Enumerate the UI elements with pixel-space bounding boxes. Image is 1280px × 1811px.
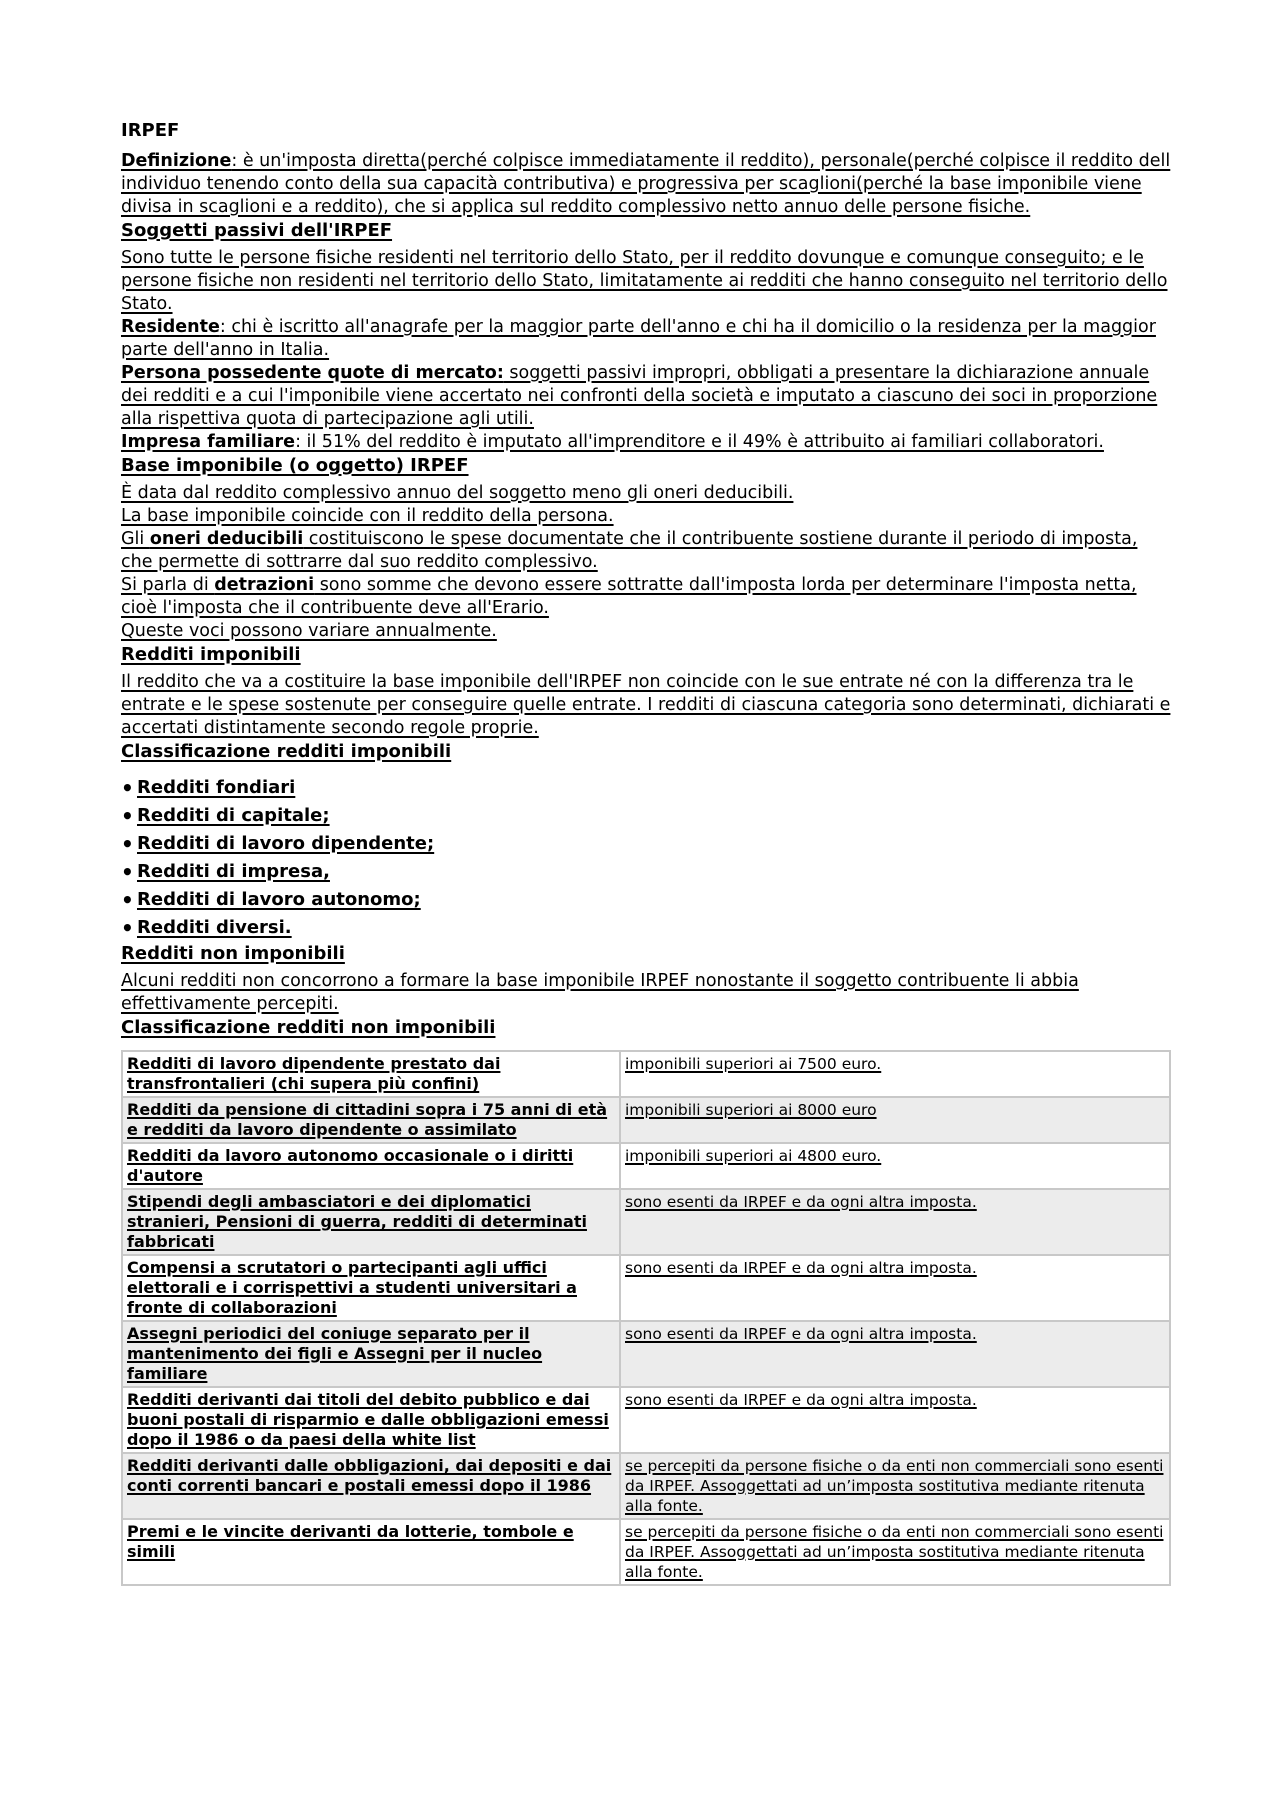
cell-text: imponibili superiori ai 4800 euro. [625,1147,882,1165]
impresa-label: Impresa familiare [121,432,296,452]
table-row [122,1097,1170,1143]
table-cell-right [620,1143,1170,1189]
persona-paragraph [121,362,1171,431]
bullet-icon: • [121,776,134,800]
cell-text: imponibili superiori ai 8000 euro [625,1101,877,1119]
table-cell-right [620,1453,1170,1519]
soggetti-paragraph: Sono tutte le persone fisiche residenti nel territorio dello Stato, per il reddito dovunque e comunque conseguito; e le persone fisiche non residenti nel territorio dello Stato, limitatamente ai redditi che hanno conseguito nel territorio dello Stato. [121,248,1168,314]
cell-text: Assegni periodici del coniuge separato per il mantenimento dei figli e Assegni per il nucleo familiare [127,1324,543,1383]
heading-non-imponibili: Redditi non imponibili [121,943,345,964]
list-item-label: Redditi di lavoro autonomo; [137,889,421,910]
table-cell-left [122,1051,620,1097]
table-cell-right [620,1051,1170,1097]
table-row [122,1519,1170,1585]
table-cell-right [620,1097,1170,1143]
cell-text: Redditi di lavoro dipendente prestato dai transfrontalieri (chi supera più confini) [127,1054,501,1093]
table-row [122,1255,1170,1321]
list-item [121,830,1171,858]
table-row [122,1321,1170,1387]
oneri-text: costituiscono le spese documentate che il contribuente sostiene durante il periodo di imposta, che permette di sottrarre dal suo reddito complessivo. [121,529,1138,572]
residente-paragraph [121,316,1171,362]
cell-text: Premi e le vincite derivanti da lotterie, tombole e simili [127,1522,574,1561]
list-item-label: Redditi fondiari [137,777,296,798]
list-item [121,858,1171,886]
impresa-paragraph [121,431,1171,454]
cell-text: Redditi derivanti dai titoli del debito pubblico e dai buoni postali di risparmio e dalle obbligazioni emessi dopo il 1986 o da paesi della white list [127,1390,609,1449]
imponibili-paragraph: Il reddito che va a costituire la base imponibile dell'IRPEF non coincide con le sue entrate né con la differenza tra le entrate e le spese sostenute per conseguire quelle entrate. I redditi di ciascuna categoria sono determinati, dichiarati e accertati distintamente secondo regole proprie. [121,672,1171,738]
table-cell-left [122,1321,620,1387]
table-row [122,1387,1170,1453]
cell-text: imponibili superiori ai 7500 euro. [625,1055,882,1073]
definition-paragraph [121,150,1171,219]
residente-text: : chi è iscritto all'anagrafe per la maggior parte dell'anno e chi ha il domicilio o la residenza per la maggior parte dell'anno in Italia. [121,317,1156,360]
table-cell-left [122,1255,620,1321]
table-cell-right [620,1189,1170,1255]
cell-text: Redditi da lavoro autonomo occasionale o i diritti d'autore [127,1146,574,1185]
list-item-label: Redditi di capitale; [137,805,330,826]
definition-label: Definizione [121,151,232,171]
redditi-non-imponibili-table [121,1050,1171,1586]
detrazioni-paragraph [121,574,1171,620]
impresa-text: : il 51% del reddito è imputato all'imprenditore e il 49% è attribuito ai familiari collaboratori. [295,432,1104,452]
cell-text: se percepiti da persone fisiche o da enti non commerciali sono esenti da IRPEF. Assoggettati ad un’imposta sostitutiva mediante ritenuta alla fonte. [625,1523,1164,1581]
oneri-label: oneri deducibili [149,529,304,549]
cell-text: Redditi da pensione di cittadini sopra i 75 anni di età e redditi da lavoro dipendente o assimilato [127,1100,608,1139]
list-item [121,886,1171,914]
list-item [121,914,1171,942]
heading-tabella: Classificazione redditi non imponibili [121,1017,496,1038]
table-row [122,1453,1170,1519]
heading-base: Base imponibile (o oggetto) IRPEF [121,455,469,476]
table-row [122,1189,1170,1255]
persona-label: Persona possedente quote di mercato: [121,363,504,383]
bullet-icon: • [121,804,134,828]
detrazioni-text: sono somme che devono essere sottratte dall'imposta lorda per determinare l'imposta netta, cioè l'imposta che il contribuente deve all'Erario. [121,575,1137,618]
cell-text: sono esenti da IRPEF e da ogni altra imposta. [625,1391,977,1409]
base-line-1: È data dal reddito complessivo annuo del soggetto meno gli oneri deducibili. [121,483,794,503]
base-line-2: La base imponibile coincide con il reddito della persona. [121,506,614,526]
heading-imponibili: Redditi imponibili [121,644,301,665]
table-cell-right [620,1387,1170,1453]
table-cell-left [122,1519,620,1585]
bullet-icon: • [121,832,134,856]
cell-text: sono esenti da IRPEF e da ogni altra imposta. [625,1259,977,1277]
definition-text: : è un'imposta diretta(perché colpisce immediatamente il reddito), personale(perché colpisce il reddito dell individuo tenendo conto della sua capacità contributiva) e progressiva per scaglioni(perché la base imponibile viene divisa in scaglioni e a reddito), che si applica sul reddito complessivo netto annuo delle persone fisiche. [121,151,1171,217]
document-title: IRPEF [121,120,180,141]
oneri-pre: Gli [121,529,150,549]
bullet-icon: • [121,916,134,940]
table-cell-right [620,1321,1170,1387]
cell-text: sono esenti da IRPEF e da ogni altra imposta. [625,1193,977,1211]
non-imponibili-paragraph: Alcuni redditi non concorrono a formare la base imponibile IRPEF nonostante il soggetto contribuente li abbia effettivamente percepiti. [121,971,1079,1014]
oneri-paragraph [121,528,1171,574]
cell-text: Compensi a scrutatori o partecipanti agli uffici elettorali e i corrispettivi a studenti universitari a fronte di collaborazioni [127,1258,577,1317]
table-cell-right [620,1255,1170,1321]
table-cell-right [620,1519,1170,1585]
residente-label: Residente [121,317,220,337]
list-item-label: Redditi di lavoro dipendente; [137,833,435,854]
list-item [121,774,1171,802]
table-cell-left [122,1189,620,1255]
table-cell-left [122,1143,620,1189]
list-item-label: Redditi diversi. [137,917,292,938]
table-row [122,1143,1170,1189]
persona-text: soggetti passivi impropri, obbligati a presentare la dichiarazione annuale dei redditi e a cui l'imponibile viene accertato nei confronti della società e imputato a ciascuno dei soci in proporzione alla rispettiva quota di partecipazione agli utili. [121,363,1158,429]
table-cell-left [122,1097,620,1143]
document-page [121,118,1171,1586]
list-item [121,802,1171,830]
bullet-icon: • [121,860,134,884]
table-cell-left [122,1453,620,1519]
table-cell-left [122,1387,620,1453]
cell-text: se percepiti da persone fisiche o da enti non commerciali sono esenti da IRPEF. Assoggettati ad un’imposta sostitutiva mediante ritenuta alla fonte. [625,1457,1164,1515]
heading-classificazione: Classificazione redditi imponibili [121,741,452,762]
list-item-label: Redditi di impresa, [137,861,330,882]
base-line-last: Queste voci possono variare annualmente. [121,621,497,641]
cell-text: Stipendi degli ambasciatori e dei diplomatici stranieri, Pensioni di guerra, redditi di determinati fabbricati [127,1192,587,1251]
cell-text: Redditi derivanti dalle obbligazioni, dai depositi e dai conti correnti bancari e postali emessi dopo il 1986 [127,1456,612,1495]
heading-soggetti: Soggetti passivi dell'IRPEF [121,220,393,241]
cell-text: sono esenti da IRPEF e da ogni altra imposta. [625,1325,977,1343]
bullet-icon: • [121,888,134,912]
classificazione-list [121,774,1171,942]
detrazioni-label: detrazioni [214,575,315,595]
table-row [122,1051,1170,1097]
detrazioni-pre: Si parla di [121,575,215,595]
